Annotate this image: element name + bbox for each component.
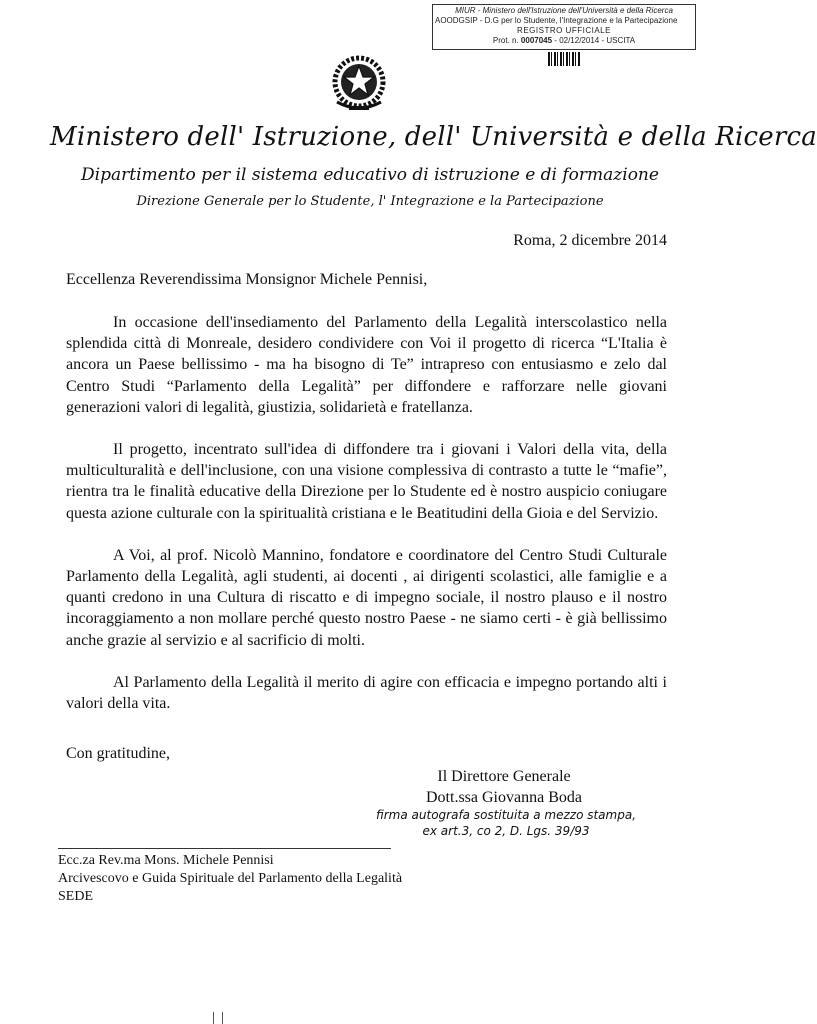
salutation: Eccellenza Reverendissima Monsignor Michele Pennisi, xyxy=(66,271,428,288)
scan-marks xyxy=(213,1012,225,1024)
stamp-line-ministry: MIUR - Ministero dell'Istruzione dell'Università e della Ricerca xyxy=(455,6,673,15)
barcode-icon xyxy=(548,52,580,66)
body-paragraph: Al Parlamento della Legalità il merito di agire con efficacia e impegno portando alti i valori della vita. xyxy=(66,673,667,713)
recipient-name: Ecc.za Rev.ma Mons. Michele Pennisi xyxy=(58,853,274,868)
stamp-line-register: REGISTRO UFFICIALE xyxy=(517,26,611,35)
department-heading: Dipartimento per il sistema educativo di istruzione e di formazione xyxy=(81,165,659,185)
ministry-heading: Ministero dell' Istruzione, dell' Università e della Ricerca xyxy=(50,122,817,152)
recipient-title: Arcivescovo e Guida Spirituale del Parlamento della Legalità xyxy=(58,871,403,886)
closing: Con gratitudine, xyxy=(66,745,170,762)
stamp-line-protocol: Prot. n. 0007045 - 02/12/2014 - USCITA xyxy=(492,36,636,45)
body-paragraph: In occasione dell'insediamento del Parlamento della Legalità interscolastico nella splendida città di Monreale, desidero condividere con Voi il progetto di ricerca “L'Italia è ancora un Paese bellissimo - ma ha bisogno di Te” intrapreso con entusiasmo e zelo dal Centro Studi “Parlamento della Legalità” per diffondere e rafforzare nelle giovani generazioni valori di legalità, giustizia, solidarietà e fratellanza. xyxy=(66,314,667,416)
republic-emblem-icon xyxy=(327,52,391,116)
protocol-stamp xyxy=(432,4,696,50)
body-paragraph: A Voi, al prof. Nicolò Mannino, fondatore e coordinatore del Centro Studi Culturale Parlamento della Legalità, agli studenti, ai docenti , ai dirigenti scolastici, alle famiglie e a quanti credono in una Cultura di riscatto e di impegno sociale, il nostro plauso e il nostro incoraggiamento a non mollare perché questo nostro Paese - ne siamo certi - è già bellissimo anche grazie al servizio e al sacrificio di molti. xyxy=(66,546,667,649)
recipient-location: SEDE xyxy=(58,889,93,904)
signature-note: firma autografa sostituita a mezzo stampa, ex art.3, co 2, D. Lgs. 39/93 xyxy=(375,808,637,838)
directorate-heading: Direzione Generale per lo Studente, l' Integrazione e la Partecipazione xyxy=(136,194,604,209)
signer-name: Dott.ssa Giovanna Boda xyxy=(426,789,582,806)
protocol-number: 0007045 xyxy=(520,36,553,45)
letter-date: Roma, 2 dicembre 2014 xyxy=(513,232,667,249)
signer-title: Il Direttore Generale xyxy=(437,768,571,785)
recipient-block xyxy=(58,852,402,906)
letter-body xyxy=(66,312,667,735)
body-paragraph: Il progetto, incentrato sull'idea di diffondere tra i giovani i Valori della vita, della multiculturalità e dell'inclusione, con una visione complessiva di contrasto a tutte le “mafie”, rientra tra le finalità educative della Direzione per lo Studente ed è nostro auspicio coniugare questa azione culturale con la spiritualità cristiana e le Beatitudini della Gioia e del Servizio. xyxy=(66,441,667,522)
signature-block xyxy=(380,766,628,808)
stamp-line-office: AOODGSIP - D.G per lo Studente, l'Integrazione e la Partecipazione xyxy=(435,16,678,25)
divider xyxy=(58,848,391,849)
